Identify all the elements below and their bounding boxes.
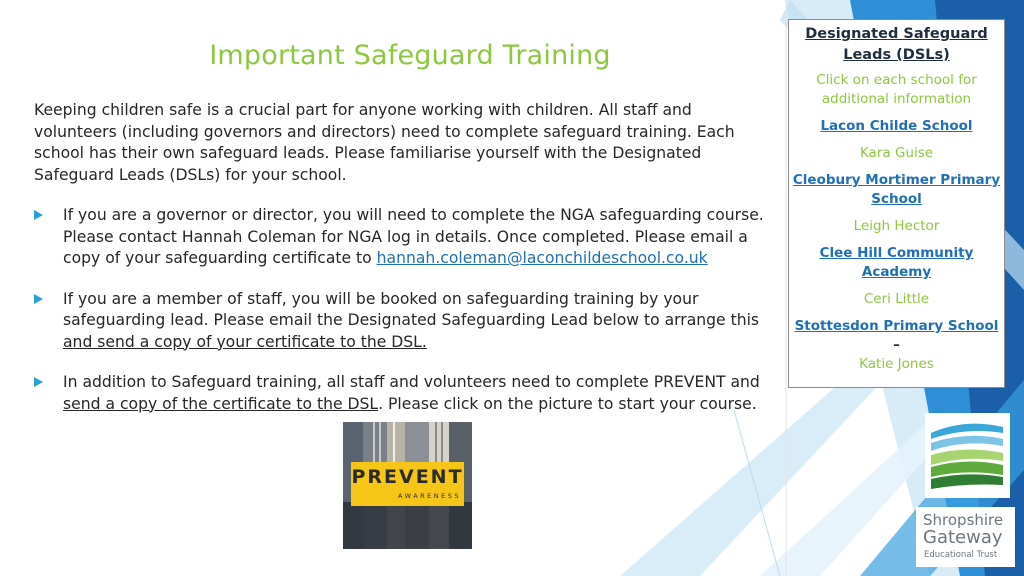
- bullet-arrow-icon: [34, 210, 43, 220]
- school-lead-clee-hill: Ceri Little: [863, 291, 930, 307]
- school-separator: –: [893, 337, 900, 353]
- email-link[interactable]: hannah.coleman@laconchildeschool.co.uk: [376, 249, 708, 267]
- dsl-panel: [788, 19, 1005, 388]
- trust-name-logo: [916, 507, 1015, 567]
- bullet-text: If you are a governor or director, you will need to complete the NGA safeguarding course. Please contact Hannah Coleman for NGA log in details. Once completed. Please email a copy of your safeguarding certificate to: [63, 206, 764, 267]
- school-link-cleobury-mortimer[interactable]: Cleobury Mortimer Primary School: [792, 172, 1001, 207]
- logo-line-2: Gateway: [923, 527, 1003, 548]
- trust-landscape-logo: [925, 413, 1010, 498]
- bullet-text: In addition to Safeguard training, all staff and volunteers need to complete PREVENT and: [63, 373, 760, 391]
- dsl-panel-subtitle: Click on each school for additional information: [816, 72, 977, 107]
- prevent-subtitle: AWARENESS: [398, 492, 461, 500]
- school-link-clee-hill[interactable]: Clee Hill Community Academy: [819, 245, 974, 280]
- school-entry-stottesdon: [789, 317, 1004, 374]
- prevent-course-image[interactable]: [343, 422, 472, 549]
- bullet-text: If you are a member of staff, you will be booked on safeguarding training by your safeguarding lead. Please email the Designated Safeguarding Lead below to arrange this: [63, 289, 760, 329]
- school-link-lacon-childe[interactable]: Lacon Childe School: [820, 118, 973, 134]
- bullet-arrow-icon: [34, 294, 43, 304]
- logo-line-1: Shropshire: [923, 511, 1004, 529]
- bullet-list: [34, 205, 779, 434]
- landscape-logo-icon: [925, 413, 1010, 498]
- bullet-governor: [34, 205, 779, 270]
- bullet-prevent: [34, 372, 779, 415]
- bullet-arrow-icon: [34, 377, 43, 387]
- page-title: Important Safeguard Training: [209, 40, 611, 71]
- school-lead-stottesdon: Katie Jones: [859, 356, 934, 372]
- school-link-stottesdon[interactable]: Stottesdon Primary School: [794, 318, 999, 334]
- school-lead-cleobury-mortimer: Leigh Hector: [853, 218, 940, 234]
- prevent-brand: PREVENT: [351, 466, 464, 488]
- school-lead-lacon-childe: Kara Guise: [859, 145, 934, 161]
- logo-line-3: Educational Trust: [924, 550, 998, 560]
- dsl-panel-title: Designated Safeguard Leads (DSLs): [805, 26, 988, 63]
- bullet-text-after: . Please click on the picture to start your course.: [378, 394, 757, 413]
- bullet-underlined-text: and send a copy of your certificate to the DSL.: [63, 332, 427, 351]
- bullet-staff: [34, 289, 779, 354]
- intro-paragraph: Keeping children safe is a crucial part for anyone working with children. All staff and volunteers (including governors and directors) need to complete safeguard training. Each school has their own safeguard leads. Please familiarise yourself with the Designated Safeguard Leads (DSLs) for your school.: [34, 101, 735, 184]
- bullet-underlined-text: send a copy of the certificate to the DSL: [63, 394, 379, 413]
